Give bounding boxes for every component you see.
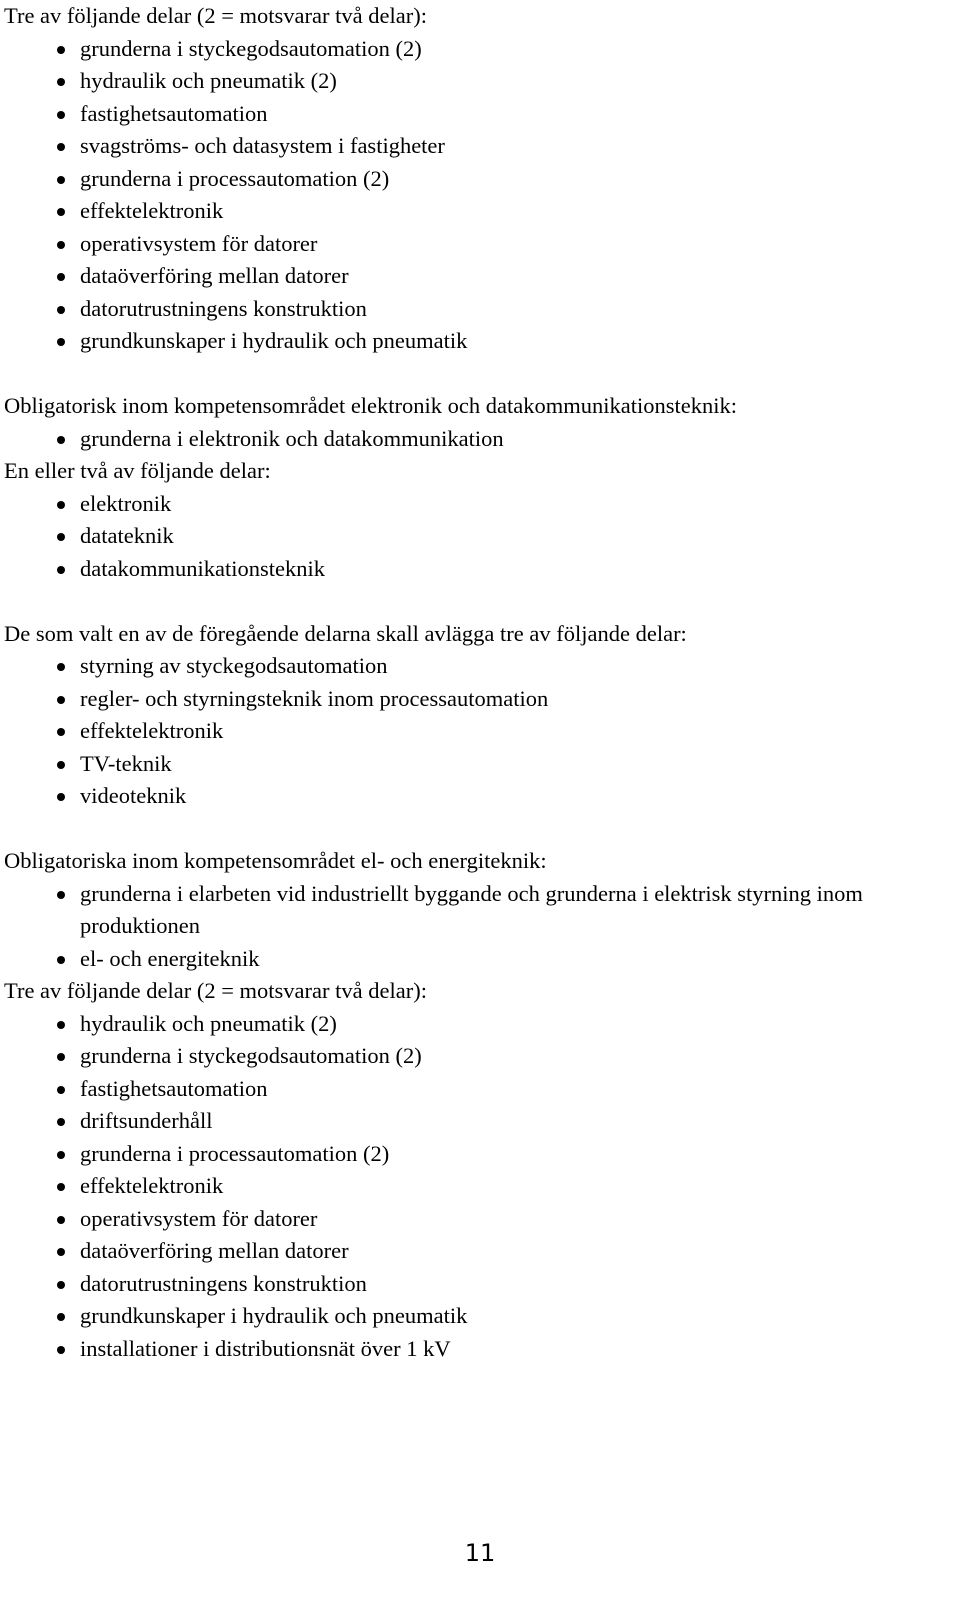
bullet-icon bbox=[57, 1086, 65, 1094]
bullet-icon bbox=[57, 533, 65, 541]
section-heading: Tre av följande delar (2 = motsvarar två delar): bbox=[4, 3, 427, 28]
list-item bbox=[4, 520, 954, 553]
list-item-text: grunderna i elektronik och datakommunikation bbox=[80, 425, 504, 451]
page-number: 11 bbox=[464, 1539, 496, 1567]
bullet-icon bbox=[57, 1151, 65, 1159]
list-item bbox=[4, 163, 954, 196]
list-item-text: grunderna i processautomation (2) bbox=[80, 1140, 390, 1166]
list-item-text: TV-teknik bbox=[80, 750, 172, 776]
bullet-icon bbox=[57, 1053, 65, 1061]
list-item bbox=[4, 1040, 954, 1073]
list-item-text: datateknik bbox=[80, 523, 174, 548]
blank-line bbox=[4, 813, 954, 846]
list-item bbox=[4, 260, 954, 293]
list-item-text: hydraulik och pneumatik (2) bbox=[80, 1010, 337, 1036]
bullet-icon bbox=[57, 241, 65, 249]
section-heading: Tre av följande delar (2 = motsvarar två delar): bbox=[4, 978, 427, 1003]
bullet-icon bbox=[57, 1313, 65, 1321]
list-item-text: effektelektronik bbox=[80, 198, 224, 223]
list-item bbox=[4, 423, 954, 456]
list-item bbox=[4, 780, 954, 813]
section-heading: En eller två av följande delar: bbox=[4, 458, 271, 483]
list-item bbox=[4, 195, 954, 228]
list-item-text: grundkunskaper i hydraulik och pneumatik bbox=[80, 328, 468, 353]
list-item bbox=[4, 715, 954, 748]
bullet-icon bbox=[57, 1248, 65, 1256]
list-item-text: svagströms- och datasystem i fastigheter bbox=[80, 133, 445, 158]
list-item-text: grunderna i styckegodsautomation (2) bbox=[80, 35, 422, 61]
list-item-text: operativsystem för datorer bbox=[80, 230, 318, 256]
list-item bbox=[4, 1300, 954, 1333]
list-item-text: installationer i distributionsnät över 1 kV bbox=[80, 1335, 451, 1361]
bullet-icon bbox=[57, 1216, 65, 1224]
list-item-text: grunderna i styckegodsautomation (2) bbox=[80, 1043, 422, 1068]
list-item-text: grunderna i processautomation (2) bbox=[80, 165, 390, 191]
section-heading: Obligatorisk inom kompetensområdet elektronik och datakommunikationsteknik: bbox=[4, 393, 737, 418]
list-item-text: driftsunderhåll bbox=[80, 1108, 213, 1133]
bullet-list bbox=[4, 423, 954, 456]
bullet-icon bbox=[57, 78, 65, 86]
list-item bbox=[4, 1203, 954, 1236]
bullet-icon bbox=[57, 176, 65, 184]
list-item bbox=[4, 33, 954, 66]
list-item-text: fastighetsautomation bbox=[80, 100, 268, 126]
bullet-icon bbox=[57, 208, 65, 216]
list-item-text: fastighetsautomation bbox=[80, 1075, 268, 1101]
list-item bbox=[4, 943, 954, 976]
bullet-icon bbox=[57, 46, 65, 54]
bullet-icon bbox=[57, 501, 65, 509]
bullet-icon bbox=[57, 143, 65, 151]
list-item-text: hydraulik och pneumatik (2) bbox=[80, 68, 337, 93]
bullet-icon bbox=[57, 793, 65, 801]
list-item bbox=[4, 1235, 954, 1268]
list-item bbox=[4, 650, 954, 683]
list-item-text: styrning av styckegodsautomation bbox=[80, 653, 388, 678]
bullet-icon bbox=[57, 566, 65, 574]
list-item bbox=[4, 1008, 954, 1041]
list-item bbox=[4, 553, 954, 586]
list-item bbox=[4, 1333, 954, 1366]
list-item-text: regler- och styrningsteknik inom processautomation bbox=[80, 685, 549, 711]
bullet-list bbox=[4, 650, 954, 813]
bullet-icon bbox=[57, 1183, 65, 1191]
list-item-text: dataöverföring mellan datorer bbox=[80, 1238, 349, 1263]
document-body bbox=[4, 0, 954, 1365]
list-item bbox=[4, 325, 954, 358]
list-item bbox=[4, 748, 954, 781]
list-item bbox=[4, 1268, 954, 1301]
list-item bbox=[4, 228, 954, 261]
bullet-icon bbox=[57, 696, 65, 704]
list-item bbox=[4, 1105, 954, 1138]
list-item-text: grunderna i elarbeten vid industriellt byggande och grunderna i elektrisk styrning inom produktionen bbox=[80, 880, 863, 938]
list-item bbox=[4, 65, 954, 98]
list-item-text: videoteknik bbox=[80, 783, 187, 808]
bullet-icon bbox=[57, 436, 65, 444]
list-item-text: effektelektronik bbox=[80, 1173, 224, 1198]
bullet-list bbox=[4, 488, 954, 586]
list-item-text: grundkunskaper i hydraulik och pneumatik bbox=[80, 1303, 468, 1328]
list-item-text: el- och energiteknik bbox=[80, 945, 260, 971]
list-item bbox=[4, 488, 954, 521]
section-heading: Obligatoriska inom kompetensområdet el- och energiteknik: bbox=[4, 848, 547, 873]
list-item bbox=[4, 1170, 954, 1203]
bullet-list bbox=[4, 1008, 954, 1366]
list-item bbox=[4, 98, 954, 131]
bullet-icon bbox=[57, 1281, 65, 1289]
list-item bbox=[4, 1138, 954, 1171]
bullet-icon bbox=[57, 111, 65, 119]
bullet-icon bbox=[57, 728, 65, 736]
list-item-text: dataöverföring mellan datorer bbox=[80, 263, 349, 288]
list-item bbox=[4, 130, 954, 163]
list-item-text: datorutrustningens konstruktion bbox=[80, 295, 367, 321]
bullet-icon bbox=[57, 1118, 65, 1126]
bullet-icon bbox=[57, 891, 65, 899]
list-item bbox=[4, 683, 954, 716]
list-item-text: datakommunikationsteknik bbox=[80, 555, 325, 581]
bullet-icon bbox=[57, 306, 65, 314]
list-item-text: operativsystem för datorer bbox=[80, 1205, 318, 1231]
list-item bbox=[4, 878, 954, 943]
bullet-icon bbox=[57, 338, 65, 346]
bullet-icon bbox=[57, 1021, 65, 1029]
list-item-text: effektelektronik bbox=[80, 718, 224, 743]
list-item bbox=[4, 293, 954, 326]
bullet-icon bbox=[57, 1346, 65, 1354]
list-item-text: elektronik bbox=[80, 490, 172, 516]
section-heading: De som valt en av de föregående delarna skall avlägga tre av följande delar: bbox=[4, 620, 687, 646]
blank-line bbox=[4, 585, 954, 618]
bullet-list bbox=[4, 33, 954, 358]
blank-line bbox=[4, 358, 954, 391]
bullet-icon bbox=[57, 956, 65, 964]
list-item-text: datorutrustningens konstruktion bbox=[80, 1270, 367, 1296]
bullet-icon bbox=[57, 663, 65, 671]
bullet-icon bbox=[57, 273, 65, 281]
bullet-icon bbox=[57, 761, 65, 769]
list-item bbox=[4, 1073, 954, 1106]
bullet-list bbox=[4, 878, 954, 976]
